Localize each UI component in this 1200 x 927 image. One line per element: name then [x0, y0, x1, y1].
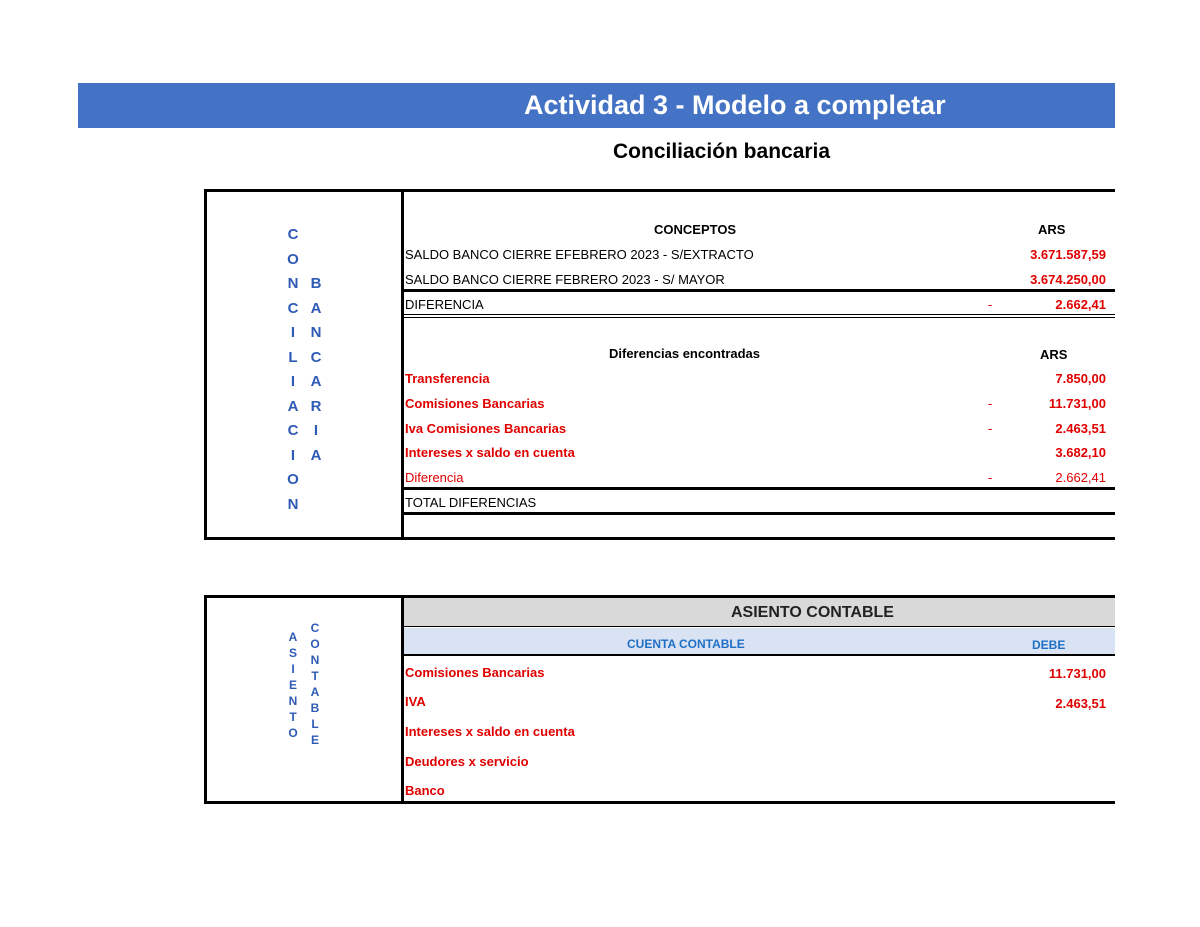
vertical-label-asiento: A S I E N T O: [288, 630, 298, 740]
page-title: Actividad 3 - Modelo a completar: [524, 90, 946, 120]
vertical-label-conciliacion: C O N C I L I A C I O N: [287, 226, 299, 513]
header-separator: [404, 654, 1115, 656]
double-underline: [404, 317, 1115, 318]
asiento-title: ASIENTO CONTABLE: [731, 604, 894, 621]
row-separator: [404, 512, 1115, 515]
total-diferencias-label: TOTAL DIFERENCIAS: [405, 495, 537, 510]
row-separator: [404, 289, 1115, 292]
asiento-column-header: [404, 628, 1115, 654]
header-separator: [404, 626, 1115, 627]
double-underline: [404, 314, 1115, 315]
vertical-label-bancaria: B A N C A R I A: [310, 275, 322, 464]
diff-col-ars: ARS: [1040, 347, 1068, 362]
diff-title: Diferencias encontradas: [609, 346, 761, 361]
col-header-cuenta-contable: CUENTA CONTABLE: [627, 637, 745, 651]
col-header-ars: ARS: [1038, 222, 1066, 237]
col-header-debe: DEBE: [1032, 638, 1066, 652]
row-separator: [404, 487, 1115, 490]
page-subtitle: Conciliación bancaria: [613, 140, 831, 163]
vertical-label-contable: C O N T A B L E: [310, 621, 320, 747]
col-header-conceptos: CONCEPTOS: [654, 222, 737, 237]
